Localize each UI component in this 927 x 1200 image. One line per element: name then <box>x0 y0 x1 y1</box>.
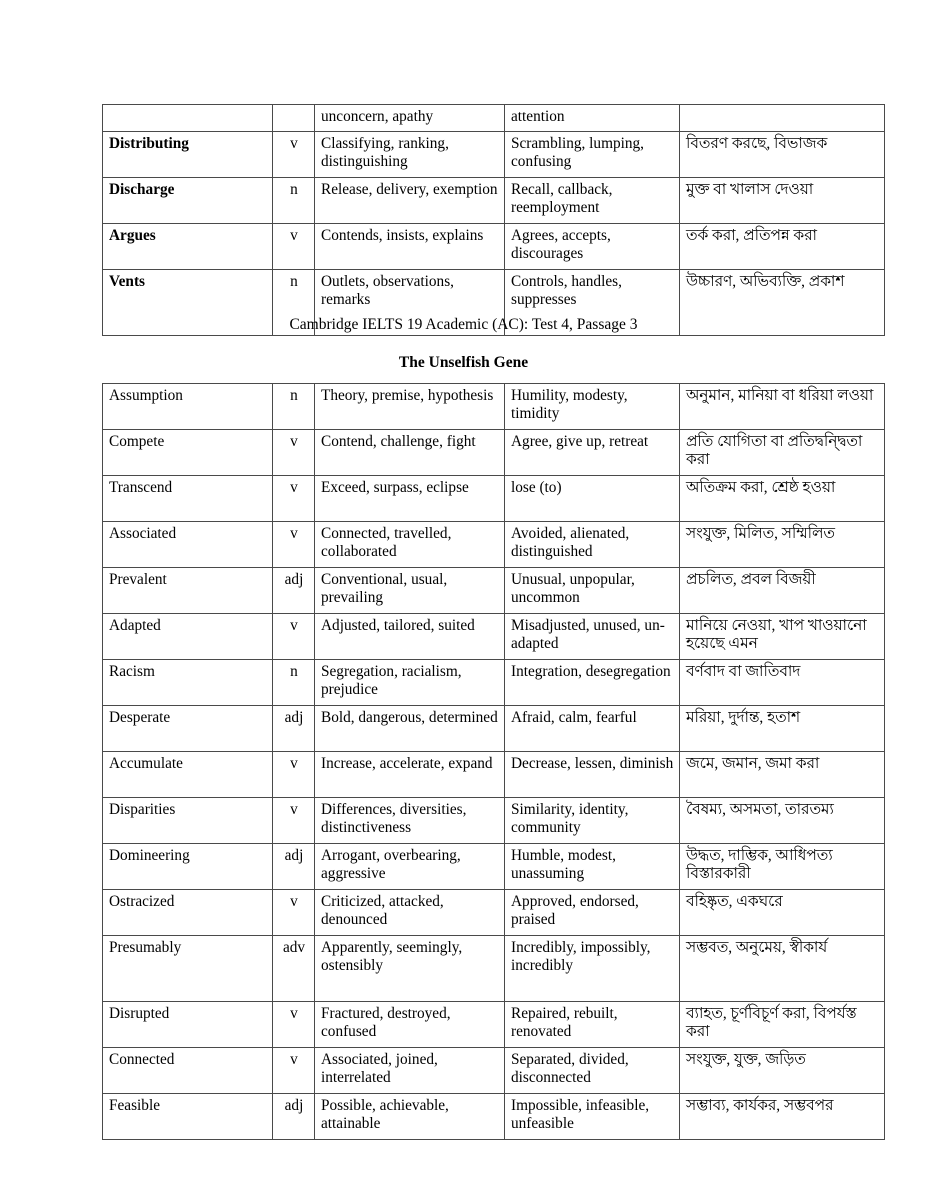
cell-antonyms: Integration, desegregation <box>505 660 680 706</box>
cell-word: Accumulate <box>103 752 273 798</box>
cell-part-of-speech: v <box>273 614 315 660</box>
cell-word: Discharge <box>103 178 273 224</box>
table-row <box>103 1048 885 1094</box>
cell-synonyms: Apparently, seemingly, ostensibly <box>315 936 505 1002</box>
table-row <box>103 752 885 798</box>
cell-word: Assumption <box>103 384 273 430</box>
cell-antonyms: Humble, modest, unassuming <box>505 844 680 890</box>
cell-antonyms: Scrambling, lumping, confusing <box>505 132 680 178</box>
table-row <box>103 522 885 568</box>
cell-synonyms: Contends, insists, explains <box>315 224 505 270</box>
table-row <box>103 105 885 132</box>
cell-bengali-meaning: সম্ভবত, অনুমেয়, স্বীকার্য <box>680 936 885 1002</box>
cell-word: Distributing <box>103 132 273 178</box>
table-row <box>103 224 885 270</box>
cell-word: Argues <box>103 224 273 270</box>
cell-part-of-speech: v <box>273 522 315 568</box>
cell-synonyms: Criticized, attacked, denounced <box>315 890 505 936</box>
cell-part-of-speech <box>273 105 315 132</box>
cell-part-of-speech: n <box>273 384 315 430</box>
cell-part-of-speech: v <box>273 224 315 270</box>
table-row <box>103 178 885 224</box>
cell-part-of-speech: v <box>273 752 315 798</box>
table-row <box>103 430 885 476</box>
cell-word: Adapted <box>103 614 273 660</box>
cell-word: Disrupted <box>103 1002 273 1048</box>
cell-part-of-speech: v <box>273 430 315 476</box>
cell-bengali-meaning: মরিয়া, দুর্দান্ত, হতাশ <box>680 706 885 752</box>
cell-part-of-speech: n <box>273 270 315 336</box>
cell-antonyms: Separated, divided, disconnected <box>505 1048 680 1094</box>
cell-synonyms: Adjusted, tailored, suited <box>315 614 505 660</box>
cell-word <box>103 105 273 132</box>
table-row <box>103 706 885 752</box>
table-row <box>103 476 885 522</box>
cell-antonyms: Avoided, alienated, distinguished <box>505 522 680 568</box>
cell-antonyms: Afraid, calm, fearful <box>505 706 680 752</box>
cell-word: Feasible <box>103 1094 273 1140</box>
cell-bengali-meaning: মানিয়ে নেওয়া, খাপ খাওয়ানো হয়েছে এমন <box>680 614 885 660</box>
cell-bengali-meaning: প্রচলিত, প্রবল বিজয়ী <box>680 568 885 614</box>
cell-bengali-meaning: সংযুক্ত, যুক্ত, জড়িত <box>680 1048 885 1094</box>
cell-synonyms: Differences, diversities, distinctiveness <box>315 798 505 844</box>
cell-antonyms: Approved, endorsed, praised <box>505 890 680 936</box>
cell-antonyms: Incredibly, impossibly, incredibly <box>505 936 680 1002</box>
cell-part-of-speech: v <box>273 1002 315 1048</box>
cell-antonyms: Controls, handles, suppresses <box>505 270 680 336</box>
cell-antonyms: Impossible, infeasible, unfeasible <box>505 1094 680 1140</box>
cell-synonyms: Release, delivery, exemption <box>315 178 505 224</box>
cell-bengali-meaning: সংযুক্ত, মিলিত, সম্মিলিত <box>680 522 885 568</box>
table-body <box>103 105 885 336</box>
cell-synonyms: Conventional, usual, prevailing <box>315 568 505 614</box>
table-row <box>103 568 885 614</box>
table-row <box>103 936 885 1002</box>
cell-antonyms: attention <box>505 105 680 132</box>
cell-bengali-meaning: বিতরণ করছে, বিভাজক <box>680 132 885 178</box>
cell-synonyms: Outlets, observations, remarks <box>315 270 505 336</box>
cell-word: Prevalent <box>103 568 273 614</box>
cell-bengali-meaning: উচ্চারণ, অভিব্যক্তি, প্রকাশ <box>680 270 885 336</box>
cell-antonyms: Repaired, rebuilt, renovated <box>505 1002 680 1048</box>
cell-part-of-speech: v <box>273 132 315 178</box>
cell-synonyms: Exceed, surpass, eclipse <box>315 476 505 522</box>
cell-antonyms: Humility, modesty, timidity <box>505 384 680 430</box>
cell-synonyms: unconcern, apathy <box>315 105 505 132</box>
cell-part-of-speech: v <box>273 890 315 936</box>
cell-word: Transcend <box>103 476 273 522</box>
cell-part-of-speech: adj <box>273 844 315 890</box>
cell-bengali-meaning: বর্ণবাদ বা জাতিবাদ <box>680 660 885 706</box>
cell-part-of-speech: adj <box>273 706 315 752</box>
passage-title: The Unselfish Gene <box>398 354 529 371</box>
cell-part-of-speech: adv <box>273 936 315 1002</box>
table-row <box>103 660 885 706</box>
table-row <box>103 844 885 890</box>
cell-word: Desperate <box>103 706 273 752</box>
table-row <box>103 890 885 936</box>
cell-antonyms: Decrease, lessen, diminish <box>505 752 680 798</box>
cell-bengali-meaning: জমে, জমান, জমা করা <box>680 752 885 798</box>
cell-part-of-speech: adj <box>273 568 315 614</box>
cell-bengali-meaning: বহিষ্কৃত, একঘরে <box>680 890 885 936</box>
cell-bengali-meaning: প্রতি যোগিতা বা প্রতিদ্বন্দ্বিতা করা <box>680 430 885 476</box>
table-row <box>103 614 885 660</box>
vocabulary-table-unselfish-gene <box>102 383 885 1140</box>
cell-bengali-meaning: ব্যাহত, চূর্ণবিচূর্ণ করা, বিপর্যস্ত করা <box>680 1002 885 1048</box>
cell-bengali-meaning: অতিক্রম করা, শ্রেষ্ঠ হওয়া <box>680 476 885 522</box>
cell-synonyms: Contend, challenge, fight <box>315 430 505 476</box>
cell-synonyms: Associated, joined, interrelated <box>315 1048 505 1094</box>
cell-bengali-meaning: সম্ভাব্য, কার্যকর, সম্ভবপর <box>680 1094 885 1140</box>
cell-word: Associated <box>103 522 273 568</box>
passage-reference: Cambridge IELTS 19 Academic (AC): Test 4, Passage 3 <box>289 316 638 333</box>
table-row <box>103 132 885 178</box>
cell-bengali-meaning <box>680 105 885 132</box>
cell-bengali-meaning: তর্ক করা, প্রতিপন্ন করা <box>680 224 885 270</box>
table-row <box>103 798 885 844</box>
cell-synonyms: Bold, dangerous, determined <box>315 706 505 752</box>
cell-part-of-speech: v <box>273 798 315 844</box>
cell-synonyms: Arrogant, overbearing, aggressive <box>315 844 505 890</box>
cell-word: Domineering <box>103 844 273 890</box>
cell-synonyms: Connected, travelled, collaborated <box>315 522 505 568</box>
table-row <box>103 1094 885 1140</box>
cell-bengali-meaning: উদ্ধত, দাম্ভিক, আধিপত্য বিস্তারকারী <box>680 844 885 890</box>
cell-part-of-speech: n <box>273 660 315 706</box>
cell-word: Racism <box>103 660 273 706</box>
table-row <box>103 1002 885 1048</box>
cell-part-of-speech: v <box>273 1048 315 1094</box>
cell-antonyms: Misadjusted, unused, un-adapted <box>505 614 680 660</box>
cell-part-of-speech: v <box>273 476 315 522</box>
cell-antonyms: Similarity, identity, community <box>505 798 680 844</box>
cell-part-of-speech: adj <box>273 1094 315 1140</box>
cell-antonyms: Recall, callback, reemployment <box>505 178 680 224</box>
cell-word: Disparities <box>103 798 273 844</box>
cell-synonyms: Segregation, racialism, prejudice <box>315 660 505 706</box>
cell-word: Presumably <box>103 936 273 1002</box>
cell-word: Compete <box>103 430 273 476</box>
cell-synonyms: Fractured, destroyed, confused <box>315 1002 505 1048</box>
cell-synonyms: Possible, achievable, attainable <box>315 1094 505 1140</box>
cell-synonyms: Classifying, ranking, distinguishing <box>315 132 505 178</box>
cell-word: Ostracized <box>103 890 273 936</box>
cell-antonyms: lose (to) <box>505 476 680 522</box>
cell-synonyms: Theory, premise, hypothesis <box>315 384 505 430</box>
cell-word: Connected <box>103 1048 273 1094</box>
cell-bengali-meaning: অনুমান, মানিয়া বা ধরিয়া লওয়া <box>680 384 885 430</box>
cell-bengali-meaning: মুক্ত বা খালাস দেওয়া <box>680 178 885 224</box>
cell-antonyms: Agrees, accepts, discourages <box>505 224 680 270</box>
table-body <box>103 384 885 1140</box>
cell-word: Vents <box>103 270 273 336</box>
table-row <box>103 384 885 430</box>
cell-antonyms: Agree, give up, retreat <box>505 430 680 476</box>
cell-synonyms: Increase, accelerate, expand <box>315 752 505 798</box>
vocabulary-table-continuation <box>102 104 885 336</box>
cell-bengali-meaning: বৈষম্য, অসমতা, তারতম্য <box>680 798 885 844</box>
cell-part-of-speech: n <box>273 178 315 224</box>
cell-antonyms: Unusual, unpopular, uncommon <box>505 568 680 614</box>
